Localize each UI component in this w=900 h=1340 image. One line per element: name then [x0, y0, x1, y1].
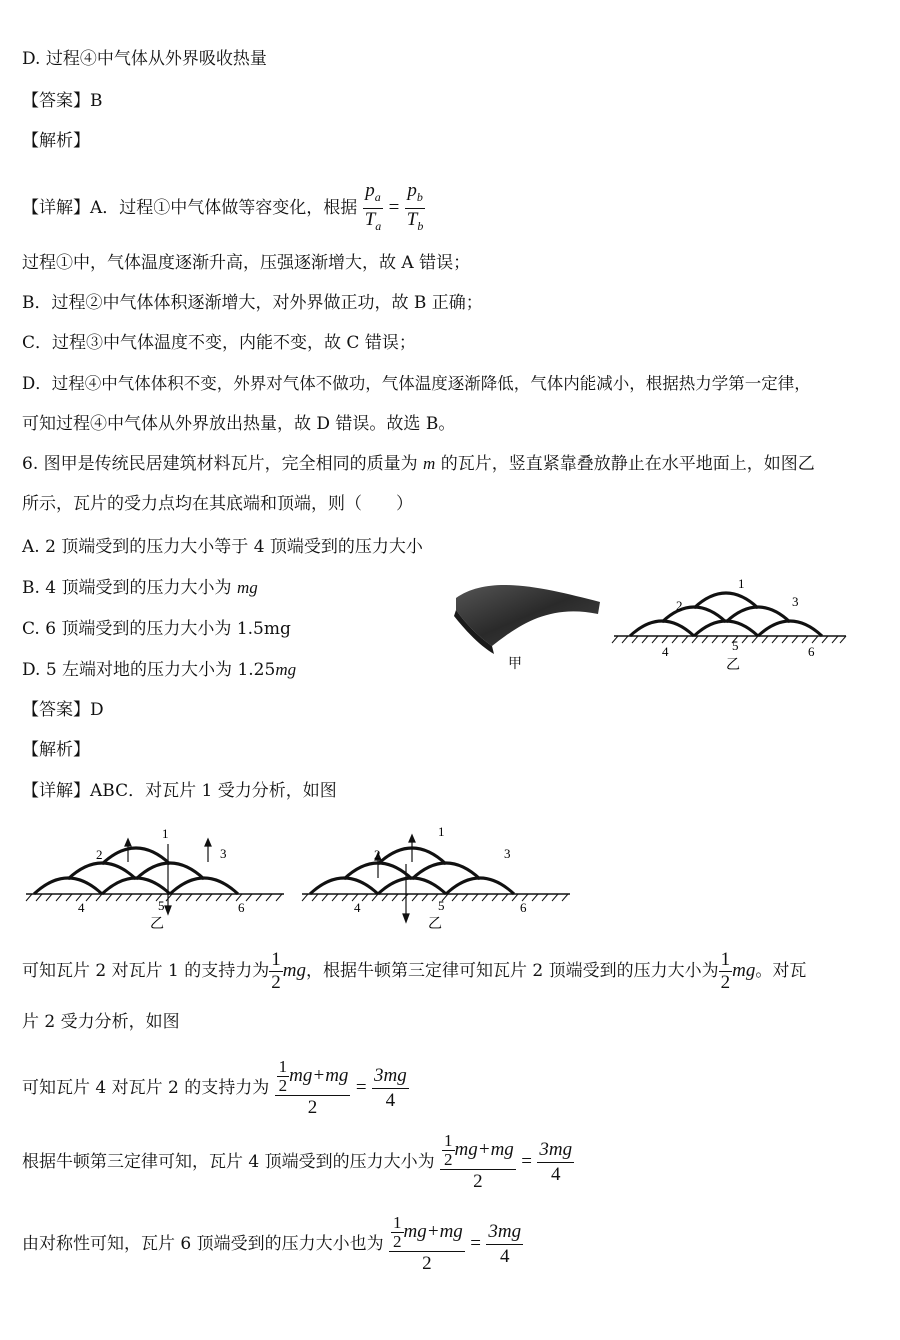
- force-diagram-tile-1: [22, 822, 292, 934]
- compound-fraction-1: $\frac{1}{2}$ mg+mg 2: [275, 1058, 351, 1120]
- fd2-yi-label: 乙: [428, 917, 442, 932]
- fd2-label-6: 6: [520, 900, 527, 915]
- detail-line-4: C．过程③中气体温度不变，内能不变，故 C 错误；: [22, 333, 416, 353]
- formula-pb-tb: $\frac{p_b}{T_b}$: [405, 180, 426, 237]
- compound-fraction-3: $\frac{1}{2}$ mg+mg 2: [389, 1214, 465, 1276]
- question-6-line-2: 所示，瓦片的受力点均在其底端和顶端，则（ ）: [22, 494, 413, 514]
- fd1-label-6: 6: [238, 900, 245, 915]
- tile-label-2: 2: [676, 598, 683, 613]
- option-a: A. 2 顶端受到的压力大小等于 4 顶端受到的压力大小: [22, 537, 423, 557]
- detail-text-1: 【详解】A．过程①中气体做等容变化，根据: [22, 197, 358, 218]
- option-d: D. 5 左端对地的压力大小为 1.25mg: [22, 660, 297, 680]
- fd2-label-5: 5: [438, 898, 445, 913]
- analysis-label-2: 【解析】: [22, 740, 90, 760]
- tile-label-3: 3: [792, 594, 799, 609]
- fd1-label-1: 1: [162, 826, 169, 841]
- figure-yi-stacked-tiles: [610, 572, 860, 672]
- figure-yi-label: 乙: [726, 658, 740, 672]
- tile-6-top-pressure: 由对称性可知，瓦片 6 顶端受到的压力大小也为 $\frac{1}{2}$ mg+mg 2 = $\frac{3mg}{4}$: [22, 1212, 522, 1274]
- answer-label-1: 【答案】B: [22, 91, 103, 111]
- option-d-previous: D. 过程④中气体从外界吸收热量: [22, 49, 267, 69]
- equals-sign: =: [388, 196, 400, 218]
- fraction-half-1: $\frac{1}{2}$: [271, 949, 281, 993]
- fd2-label-1: 1: [438, 824, 445, 839]
- figure-jia-label: 甲: [508, 657, 522, 672]
- result-fraction-2: $\frac{3mg}{4}$: [539, 1139, 573, 1185]
- fraction-half-2: $\frac{1}{2}$: [720, 949, 731, 993]
- tile-label-4: 4: [662, 644, 669, 659]
- detail-line-1: [22, 180, 425, 233]
- fd1-label-4: 4: [78, 900, 85, 915]
- fd2-label-3: 3: [504, 846, 511, 861]
- answer-label-2: 【答案】D: [22, 700, 104, 720]
- detail-line-2: 过程①中，气体温度逐渐升高，压强逐渐增大，故 A 错误；: [22, 253, 471, 273]
- detail-line-3: B．过程②中气体体积逐渐增大，对外界做正功，故 B 正确；: [22, 293, 483, 313]
- fd1-label-2: 2: [96, 847, 103, 862]
- detail-line-5: D．过程④中气体体积不变，外界对气体不做功，气体温度逐渐降低，气体内能减小，根据热力学第一定律，: [22, 374, 811, 393]
- detail-abc: 【详解】ABC．对瓦片 1 受力分析，如图: [22, 781, 337, 801]
- support-force-line: 可知瓦片 2 对瓦片 1 的支持力为 $\frac{1}{2}$ mg，根据牛顿第三定律可知瓦片 2 顶端受到的压力大小为 $\frac{1}{2}$ mg。对瓦: [22, 949, 807, 993]
- figure-jia-tile-photo: [450, 568, 610, 678]
- tile-4-top-pressure: 根据牛顿第三定律可知，瓦片 4 顶端受到的压力大小为 $\frac{1}{2}$ mg+mg 2 = $\frac{3mg}{4}$: [22, 1130, 573, 1192]
- support-force-4-on-2: 可知瓦片 4 对瓦片 2 的支持力为 $\frac{1}{2}$ mg+mg 2 = $\frac{3mg}{4}$: [22, 1056, 407, 1118]
- force-diagram-tile-2: [298, 822, 578, 934]
- option-b: B. 4 顶端受到的压力大小为 mg: [22, 578, 258, 598]
- formula-pa-ta: $\frac{p_a}{T_a}$: [363, 180, 384, 237]
- fd2-label-4: 4: [354, 900, 361, 915]
- result-fraction-1: $\frac{3mg}{4}$: [373, 1065, 407, 1111]
- result-fraction-3: $\frac{3mg}{4}$: [488, 1221, 522, 1267]
- fd1-yi-label: 乙: [150, 917, 164, 932]
- compound-fraction-2: $\frac{1}{2}$ mg+mg 2: [440, 1132, 516, 1194]
- fd2-label-2: 2: [374, 847, 381, 862]
- detail-line-6: 可知过程④中气体从外界放出热量，故 D 错误。故选 B。: [22, 414, 456, 434]
- tile-2-analysis-line: 片 2 受力分析，如图: [22, 1012, 180, 1032]
- tile-label-1: 1: [738, 576, 745, 591]
- tile-label-5: 5: [732, 638, 739, 653]
- fd1-label-5: 5: [158, 898, 165, 913]
- analysis-label-1: 【解析】: [22, 131, 90, 151]
- tile-label-6: 6: [808, 644, 815, 659]
- question-6-line-1: 6. 图甲是传统民居建筑材料瓦片，完全相同的质量为 m 的瓦片，竖直紧靠叠放静止在水平地面上，如图乙: [22, 454, 815, 474]
- option-c: C. 6 顶端受到的压力大小为 1.5mg: [22, 619, 291, 639]
- fd1-label-3: 3: [220, 846, 227, 861]
